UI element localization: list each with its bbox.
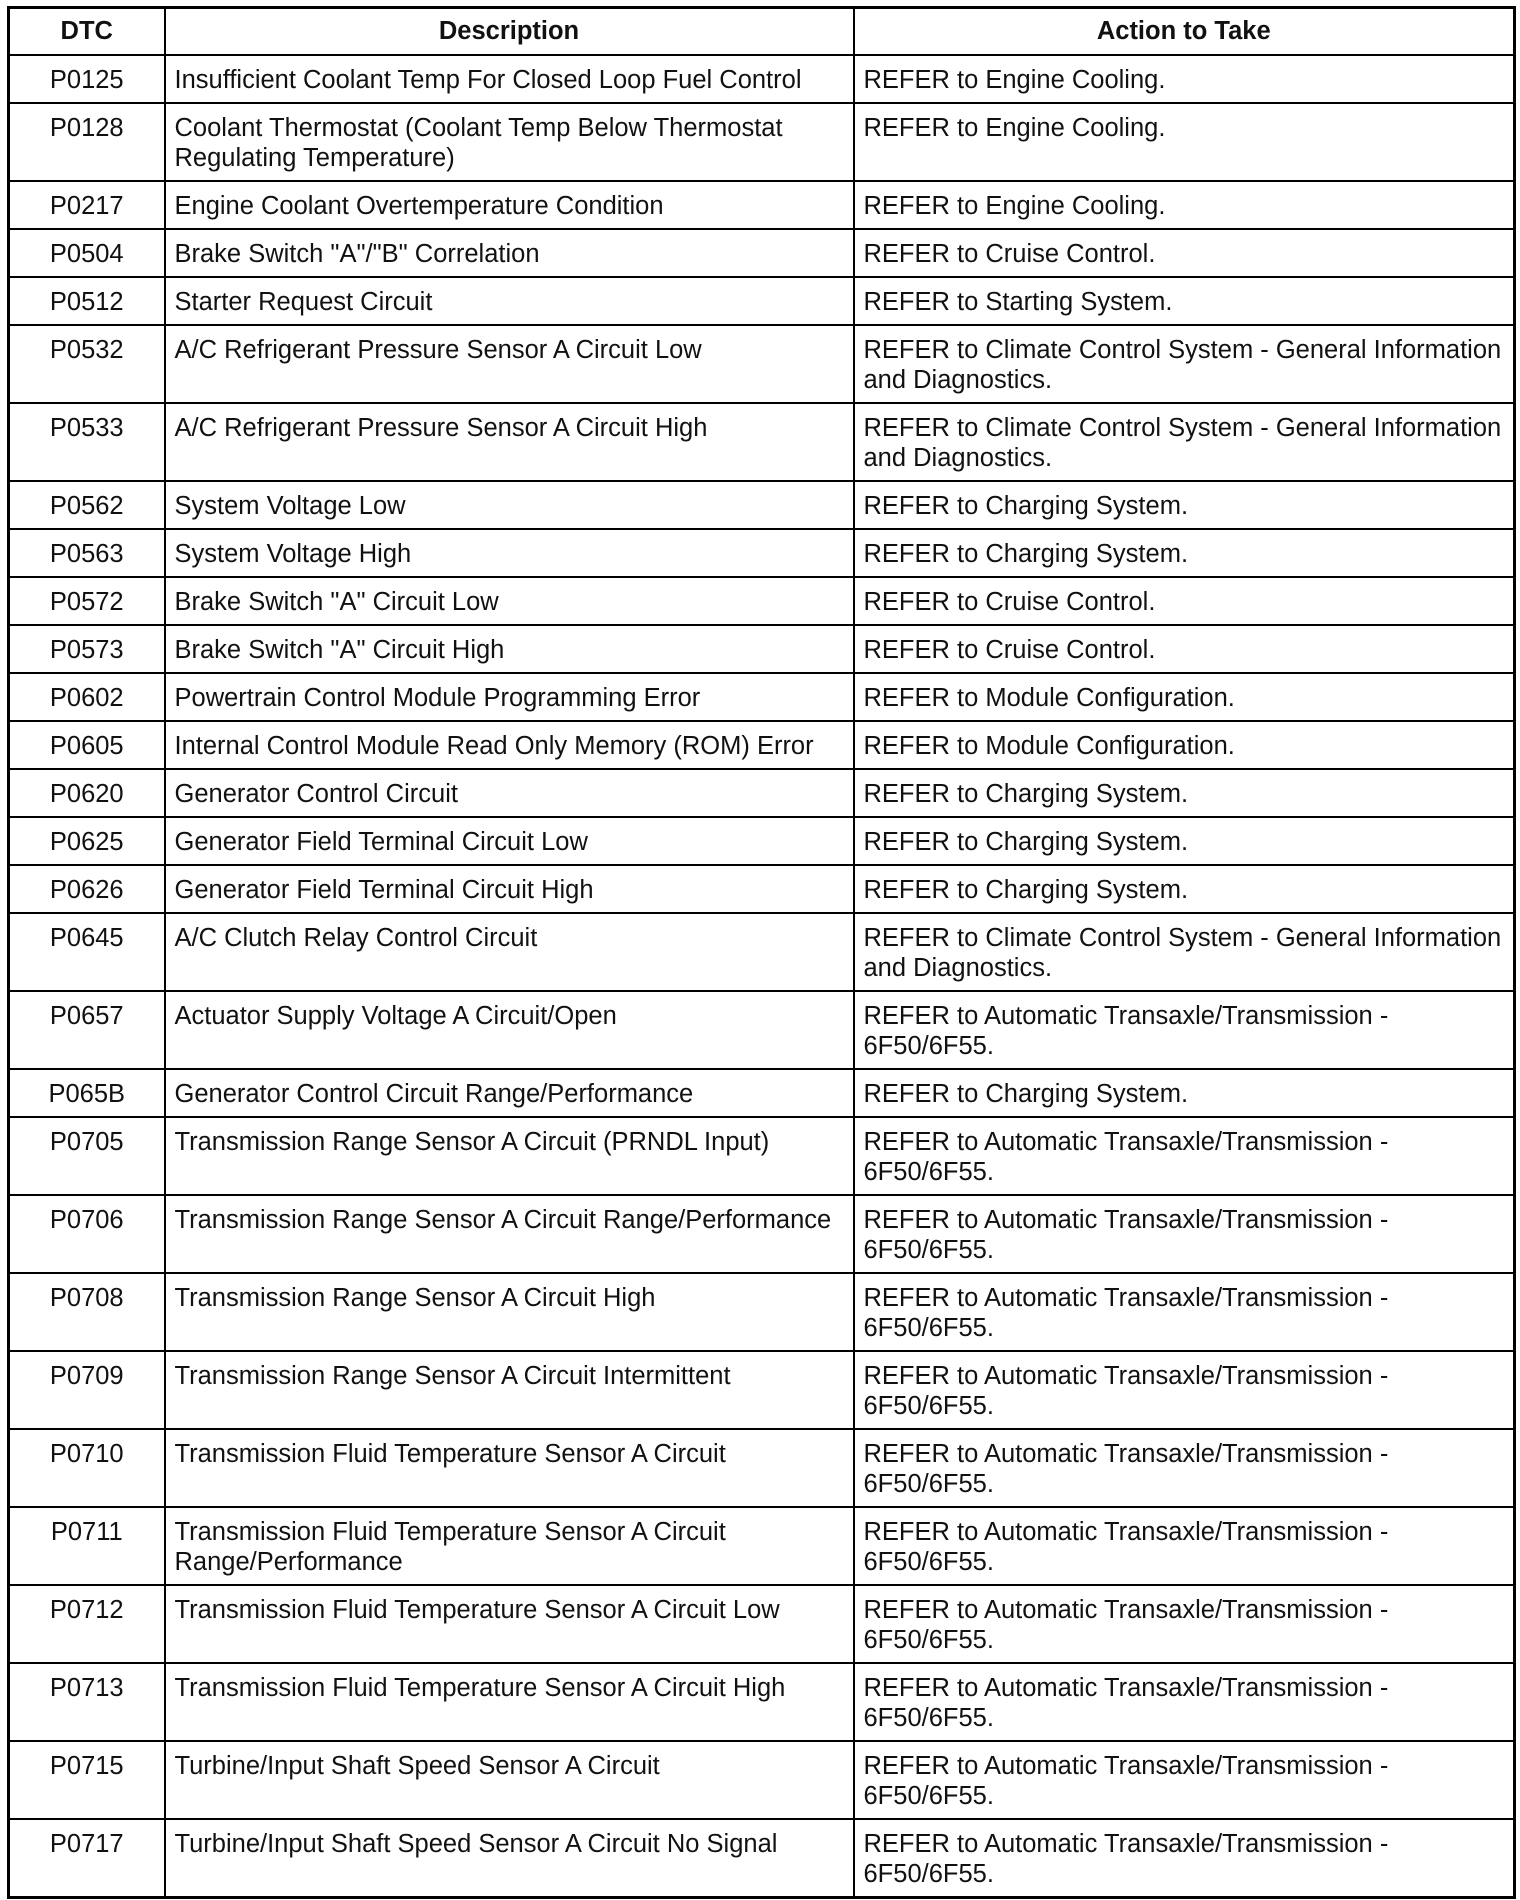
dtc-description: Turbine/Input Shaft Speed Sensor A Circuit No Signal — [165, 1819, 854, 1898]
dtc-description: A/C Refrigerant Pressure Sensor A Circuit High — [165, 403, 854, 481]
dtc-description: Powertrain Control Module Programming Error — [165, 673, 854, 721]
dtc-code: P0512 — [9, 277, 165, 325]
dtc-table-container — [7, 6, 1513, 1899]
dtc-table — [7, 6, 1516, 1899]
dtc-action: REFER to Automatic Transaxle/Transmission - 6F50/6F55. — [854, 1819, 1515, 1898]
table-row — [9, 1429, 1515, 1507]
dtc-action: REFER to Engine Cooling. — [854, 181, 1515, 229]
dtc-action: REFER to Cruise Control. — [854, 625, 1515, 673]
dtc-code: P0712 — [9, 1585, 165, 1663]
dtc-code: P0128 — [9, 103, 165, 181]
dtc-code: P0533 — [9, 403, 165, 481]
dtc-description: Brake Switch "A" Circuit Low — [165, 577, 854, 625]
dtc-action: REFER to Engine Cooling. — [854, 103, 1515, 181]
header-action: Action to Take — [854, 8, 1515, 56]
dtc-code: P0605 — [9, 721, 165, 769]
dtc-description: Generator Control Circuit Range/Performance — [165, 1069, 854, 1117]
dtc-action: REFER to Charging System. — [854, 769, 1515, 817]
dtc-code: P0572 — [9, 577, 165, 625]
dtc-description: Starter Request Circuit — [165, 277, 854, 325]
table-row — [9, 769, 1515, 817]
dtc-code: P0717 — [9, 1819, 165, 1898]
dtc-action: REFER to Cruise Control. — [854, 577, 1515, 625]
dtc-action: REFER to Climate Control System - General Information and Diagnostics. — [854, 325, 1515, 403]
dtc-description: System Voltage Low — [165, 481, 854, 529]
header-row — [9, 8, 1515, 56]
table-row — [9, 229, 1515, 277]
dtc-action: REFER to Charging System. — [854, 865, 1515, 913]
dtc-description: Brake Switch "A"/"B" Correlation — [165, 229, 854, 277]
table-row — [9, 325, 1515, 403]
dtc-action: REFER to Automatic Transaxle/Transmission - 6F50/6F55. — [854, 1429, 1515, 1507]
dtc-description: Transmission Range Sensor A Circuit High — [165, 1273, 854, 1351]
dtc-description: Generator Field Terminal Circuit Low — [165, 817, 854, 865]
dtc-description: Generator Control Circuit — [165, 769, 854, 817]
dtc-code: P0563 — [9, 529, 165, 577]
dtc-action: REFER to Automatic Transaxle/Transmission - 6F50/6F55. — [854, 1273, 1515, 1351]
dtc-action: REFER to Automatic Transaxle/Transmission - 6F50/6F55. — [854, 1507, 1515, 1585]
table-row — [9, 55, 1515, 103]
table-row — [9, 1585, 1515, 1663]
dtc-code: P0708 — [9, 1273, 165, 1351]
dtc-code: P0709 — [9, 1351, 165, 1429]
table-row — [9, 625, 1515, 673]
dtc-code: P065B — [9, 1069, 165, 1117]
table-row — [9, 1507, 1515, 1585]
dtc-action: REFER to Starting System. — [854, 277, 1515, 325]
table-row — [9, 865, 1515, 913]
dtc-description: Generator Field Terminal Circuit High — [165, 865, 854, 913]
dtc-description: Transmission Range Sensor A Circuit (PRNDL Input) — [165, 1117, 854, 1195]
dtc-action: REFER to Charging System. — [854, 529, 1515, 577]
table-row — [9, 403, 1515, 481]
dtc-code: P0562 — [9, 481, 165, 529]
dtc-action: REFER to Automatic Transaxle/Transmission - 6F50/6F55. — [854, 991, 1515, 1069]
table-row — [9, 817, 1515, 865]
table-row — [9, 1819, 1515, 1898]
dtc-code: P0645 — [9, 913, 165, 991]
dtc-description: System Voltage High — [165, 529, 854, 577]
dtc-code: P0125 — [9, 55, 165, 103]
table-row — [9, 1069, 1515, 1117]
dtc-description: Actuator Supply Voltage A Circuit/Open — [165, 991, 854, 1069]
dtc-code: P0715 — [9, 1741, 165, 1819]
table-row — [9, 1273, 1515, 1351]
dtc-description: Insufficient Coolant Temp For Closed Loop Fuel Control — [165, 55, 854, 103]
dtc-action: REFER to Module Configuration. — [854, 721, 1515, 769]
dtc-description: Engine Coolant Overtemperature Condition — [165, 181, 854, 229]
dtc-description: Transmission Fluid Temperature Sensor A Circuit Low — [165, 1585, 854, 1663]
dtc-action: REFER to Charging System. — [854, 1069, 1515, 1117]
table-body — [9, 55, 1515, 1898]
dtc-action: REFER to Charging System. — [854, 817, 1515, 865]
dtc-code: P0711 — [9, 1507, 165, 1585]
dtc-action: REFER to Automatic Transaxle/Transmission - 6F50/6F55. — [854, 1195, 1515, 1273]
dtc-description: Transmission Fluid Temperature Sensor A Circuit — [165, 1429, 854, 1507]
dtc-code: P0625 — [9, 817, 165, 865]
header-description: Description — [165, 8, 854, 56]
dtc-code: P0713 — [9, 1663, 165, 1741]
dtc-action: REFER to Automatic Transaxle/Transmission - 6F50/6F55. — [854, 1741, 1515, 1819]
dtc-description: Internal Control Module Read Only Memory (ROM) Error — [165, 721, 854, 769]
dtc-action: REFER to Automatic Transaxle/Transmission - 6F50/6F55. — [854, 1663, 1515, 1741]
dtc-description: A/C Refrigerant Pressure Sensor A Circuit Low — [165, 325, 854, 403]
dtc-description: Transmission Fluid Temperature Sensor A Circuit Range/Performance — [165, 1507, 854, 1585]
dtc-action: REFER to Automatic Transaxle/Transmission - 6F50/6F55. — [854, 1351, 1515, 1429]
dtc-code: P0602 — [9, 673, 165, 721]
table-row — [9, 913, 1515, 991]
dtc-code: P0710 — [9, 1429, 165, 1507]
dtc-code: P0217 — [9, 181, 165, 229]
dtc-code: P0532 — [9, 325, 165, 403]
dtc-description: Brake Switch "A" Circuit High — [165, 625, 854, 673]
table-row — [9, 991, 1515, 1069]
dtc-description: Transmission Range Sensor A Circuit Range/Performance — [165, 1195, 854, 1273]
dtc-code: P0657 — [9, 991, 165, 1069]
dtc-action: REFER to Automatic Transaxle/Transmission - 6F50/6F55. — [854, 1117, 1515, 1195]
table-row — [9, 103, 1515, 181]
table-row — [9, 1741, 1515, 1819]
dtc-action: REFER to Climate Control System - General Information and Diagnostics. — [854, 913, 1515, 991]
dtc-code: P0620 — [9, 769, 165, 817]
dtc-code: P0626 — [9, 865, 165, 913]
dtc-description: Transmission Fluid Temperature Sensor A Circuit High — [165, 1663, 854, 1741]
dtc-description: Coolant Thermostat (Coolant Temp Below Thermostat Regulating Temperature) — [165, 103, 854, 181]
dtc-action: REFER to Automatic Transaxle/Transmission - 6F50/6F55. — [854, 1585, 1515, 1663]
dtc-description: Transmission Range Sensor A Circuit Intermittent — [165, 1351, 854, 1429]
table-row — [9, 181, 1515, 229]
table-row — [9, 721, 1515, 769]
dtc-code: P0573 — [9, 625, 165, 673]
table-row — [9, 1663, 1515, 1741]
dtc-action: REFER to Module Configuration. — [854, 673, 1515, 721]
dtc-action: REFER to Engine Cooling. — [854, 55, 1515, 103]
table-row — [9, 529, 1515, 577]
table-row — [9, 1117, 1515, 1195]
dtc-action: REFER to Charging System. — [854, 481, 1515, 529]
table-row — [9, 481, 1515, 529]
table-row — [9, 1351, 1515, 1429]
table-row — [9, 577, 1515, 625]
dtc-description: Turbine/Input Shaft Speed Sensor A Circuit — [165, 1741, 854, 1819]
dtc-code: P0504 — [9, 229, 165, 277]
table-row — [9, 277, 1515, 325]
dtc-code: P0705 — [9, 1117, 165, 1195]
table-row — [9, 1195, 1515, 1273]
dtc-code: P0706 — [9, 1195, 165, 1273]
dtc-action: REFER to Climate Control System - General Information and Diagnostics. — [854, 403, 1515, 481]
dtc-description: A/C Clutch Relay Control Circuit — [165, 913, 854, 991]
table-row — [9, 673, 1515, 721]
header-dtc: DTC — [9, 8, 165, 56]
dtc-action: REFER to Cruise Control. — [854, 229, 1515, 277]
